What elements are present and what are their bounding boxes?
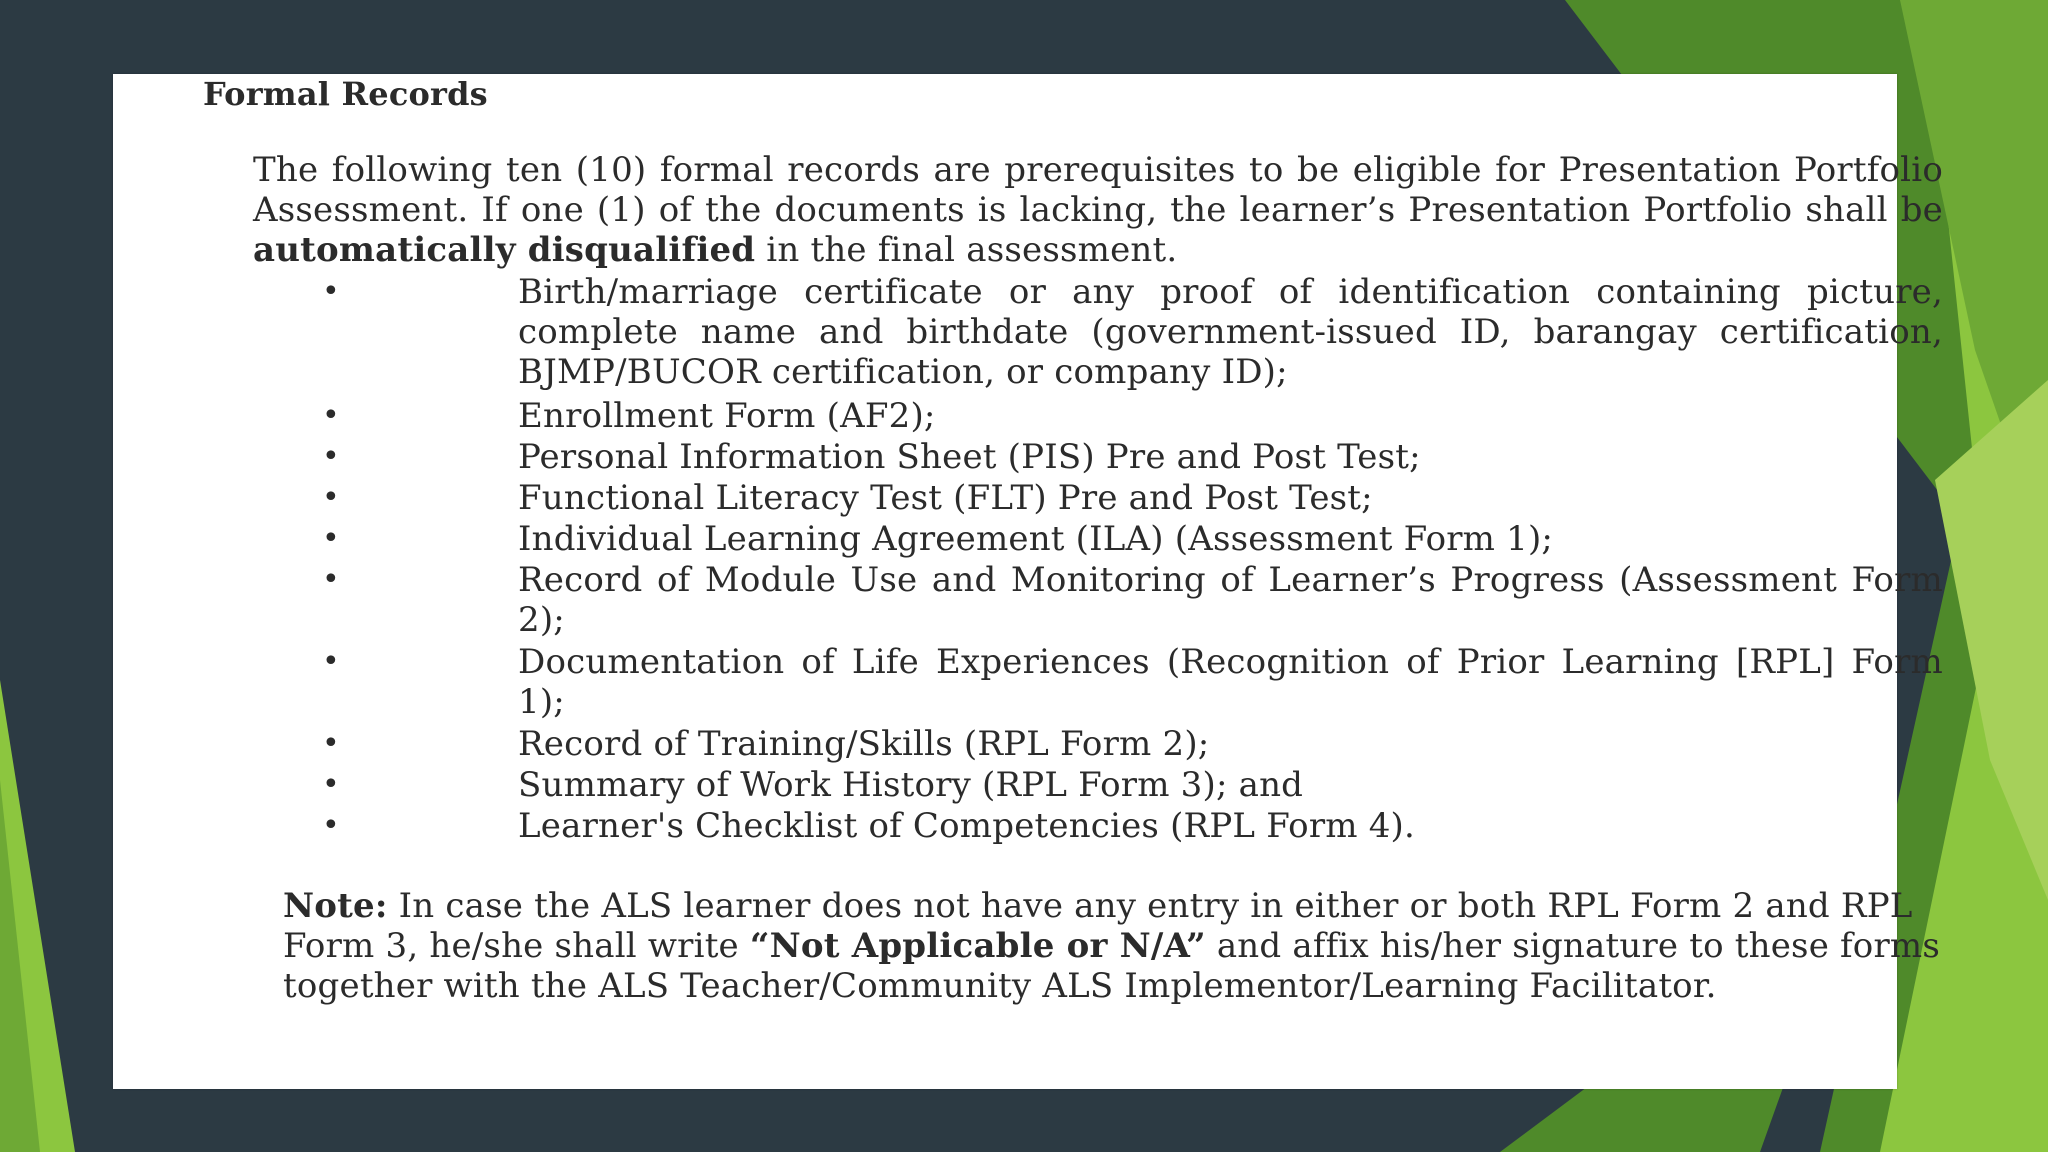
- list-item: [322, 765, 1943, 806]
- bullet-icon: •: [322, 767, 340, 802]
- list-item: [322, 272, 1943, 396]
- list-item: [322, 642, 1943, 724]
- intro-text-2: in the final assessment.: [755, 230, 1178, 270]
- bullet-icon: •: [322, 439, 340, 474]
- bullet-icon: •: [322, 644, 340, 679]
- bullet-icon: •: [322, 521, 340, 556]
- note-text-1: In case the ALS learner does not have any entry in either or both RPL Form 2 and RPL Form 3, he/she shall write: [283, 886, 1913, 966]
- list-item-text: Individual Learning Agreement (ILA) (Assessment Form 1);: [518, 519, 1554, 559]
- intro-bold-text: automatically disqualified: [253, 230, 756, 270]
- list-item: [322, 478, 1943, 519]
- section-heading: Formal Records: [203, 75, 488, 113]
- list-item-text: Learner's Checklist of Competencies (RPL Form 4).: [518, 806, 1416, 846]
- list-item-text: Functional Literacy Test (FLT) Pre and Post Test;: [518, 478, 1373, 518]
- list-item: [322, 519, 1943, 560]
- list-item-text: Record of Module Use and Monitoring of Learner’s Progress (Assessment Form 2);: [518, 560, 1943, 640]
- bullet-icon: •: [322, 562, 340, 597]
- list-item-text: Documentation of Life Experiences (Recognition of Prior Learning [RPL] Form 1);: [518, 642, 1943, 722]
- bullet-icon: •: [322, 398, 340, 433]
- intro-paragraph: [253, 150, 1943, 270]
- records-list: [322, 272, 1943, 847]
- note-paragraph: [283, 886, 1943, 1006]
- list-item: [322, 806, 1943, 847]
- bullet-icon: •: [322, 480, 340, 515]
- list-item-text: Record of Training/Skills (RPL Form 2);: [518, 724, 1210, 764]
- bullet-icon: •: [322, 808, 340, 843]
- list-item-text: Summary of Work History (RPL Form 3); and: [518, 765, 1304, 805]
- list-item: [322, 724, 1943, 765]
- list-item-text: Personal Information Sheet (PIS) Pre and Post Test;: [518, 437, 1421, 477]
- document-content: [113, 74, 1943, 1089]
- list-item-text: Birth/marriage certificate or any proof of identification containing picture, complete name and birthdate (government-issued ID, barangay certification, BJMP/BUCOR certification, or company ID);: [518, 272, 1943, 392]
- bullet-icon: •: [322, 274, 340, 309]
- note-label: Note:: [283, 886, 388, 926]
- note-text-2: and affix his/her signature to these forms together with the ALS Teacher/Community ALS Implementor/Learning Facilitator.: [283, 926, 1941, 1006]
- list-item: [322, 396, 1943, 437]
- list-item: [322, 437, 1943, 478]
- intro-text-1: The following ten (10) formal records are prerequisites to be eligible for Presentation Portfolio Assessment. If one (1) of the documents is lacking, the learner’s Presentation Portfolio shall be: [253, 150, 1943, 230]
- list-item-text: Enrollment Form (AF2);: [518, 396, 936, 436]
- note-bold-text: “Not Applicable or N/A”: [749, 926, 1206, 966]
- list-item: [322, 560, 1943, 642]
- bullet-icon: •: [322, 726, 340, 761]
